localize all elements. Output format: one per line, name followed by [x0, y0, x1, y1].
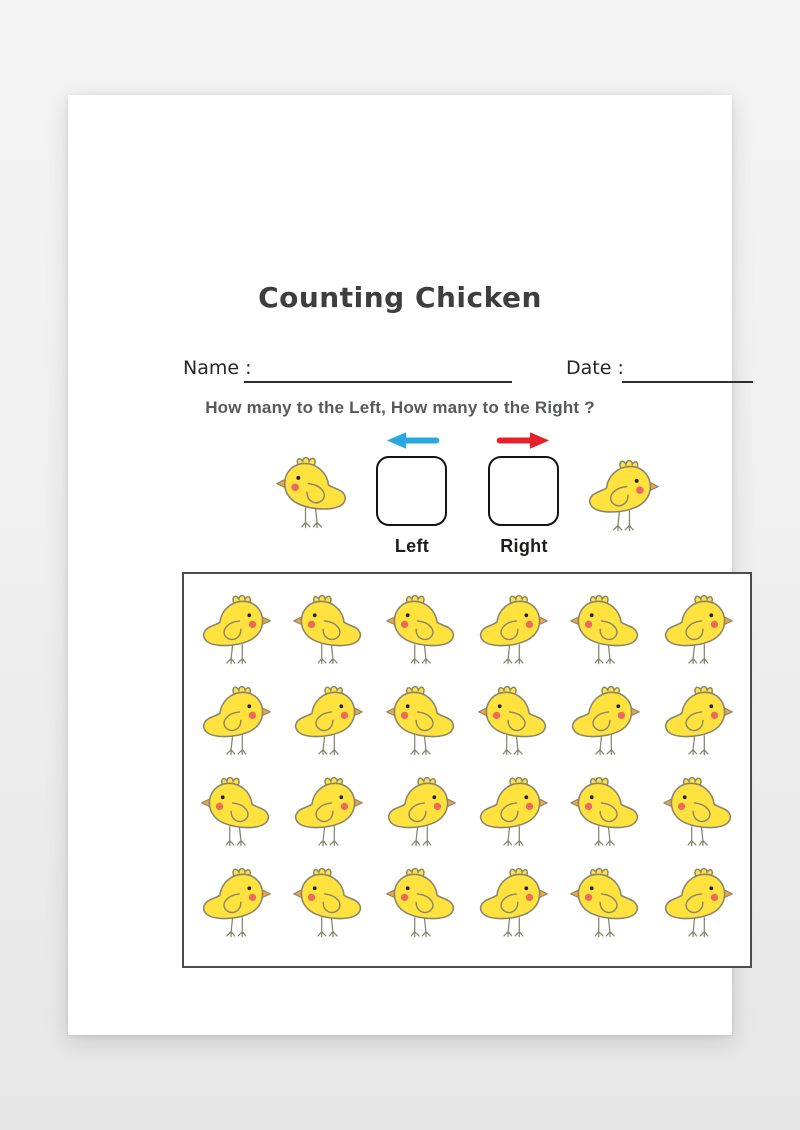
chick-right-icon: [663, 866, 733, 940]
left-arrow-icon: [385, 431, 440, 450]
chick-left-icon: [478, 684, 548, 758]
grid-cell: [467, 766, 559, 857]
grid-cell: [375, 857, 467, 948]
chick-left-icon: [570, 866, 640, 940]
grid-cell: [190, 584, 282, 675]
grid-cell: [559, 766, 651, 857]
chick-left-icon: [386, 866, 456, 940]
grid-cell: [467, 675, 559, 766]
grid-cell: [559, 584, 651, 675]
chick-right-icon: [587, 458, 659, 534]
chick-left-icon: [276, 455, 348, 531]
worksheet-title: Counting Chicken: [258, 281, 542, 314]
date-label: Date :: [566, 357, 624, 379]
name-write-line[interactable]: [244, 359, 512, 383]
grid-cell: [652, 766, 744, 857]
demo-chick-left: [276, 455, 348, 531]
left-box-label: Left: [394, 536, 430, 556]
grid-cell: [190, 675, 282, 766]
worksheet-sheet: [68, 95, 732, 1035]
grid-cell: [282, 766, 374, 857]
chick-right-icon: [478, 866, 548, 940]
chick-left-icon: [386, 684, 456, 758]
question-text: How many to the Left, How many to the Right ?: [205, 398, 595, 417]
grid-cell: [282, 857, 374, 948]
chick-right-icon: [201, 866, 271, 940]
chick-left-icon: [293, 866, 363, 940]
chick-left-icon: [386, 593, 456, 667]
grid-cell: [559, 857, 651, 948]
left-answer-box[interactable]: [376, 456, 447, 526]
grid-cell: [282, 675, 374, 766]
grid-cell: [375, 675, 467, 766]
demo-chick-right: [587, 458, 659, 534]
right-box-label: Right: [500, 536, 548, 556]
grid-cell: [652, 584, 744, 675]
right-arrow-icon: [496, 431, 551, 450]
chick-left-icon: [570, 593, 640, 667]
grid-cell: [375, 766, 467, 857]
right-answer-box[interactable]: [488, 456, 559, 526]
chick-right-icon: [386, 775, 456, 849]
chicks-grid: [182, 572, 752, 968]
chick-right-icon: [570, 684, 640, 758]
grid-cell: [559, 675, 651, 766]
chick-left-icon: [293, 593, 363, 667]
grid-cell: [652, 857, 744, 948]
date-write-line[interactable]: [622, 359, 753, 383]
chick-left-icon: [570, 775, 640, 849]
grid-cell: [467, 857, 559, 948]
chick-left-icon: [663, 775, 733, 849]
chick-right-icon: [293, 684, 363, 758]
chick-left-icon: [201, 775, 271, 849]
grid-cell: [190, 766, 282, 857]
name-label: Name :: [183, 357, 252, 379]
chick-right-icon: [201, 684, 271, 758]
chick-right-icon: [293, 775, 363, 849]
grid-cell: [190, 857, 282, 948]
grid-cell: [467, 584, 559, 675]
chick-right-icon: [663, 593, 733, 667]
chick-right-icon: [478, 775, 548, 849]
chick-right-icon: [201, 593, 271, 667]
chick-right-icon: [478, 593, 548, 667]
grid-cell: [282, 584, 374, 675]
grid-cell: [375, 584, 467, 675]
grid-cell: [652, 675, 744, 766]
chick-right-icon: [663, 684, 733, 758]
